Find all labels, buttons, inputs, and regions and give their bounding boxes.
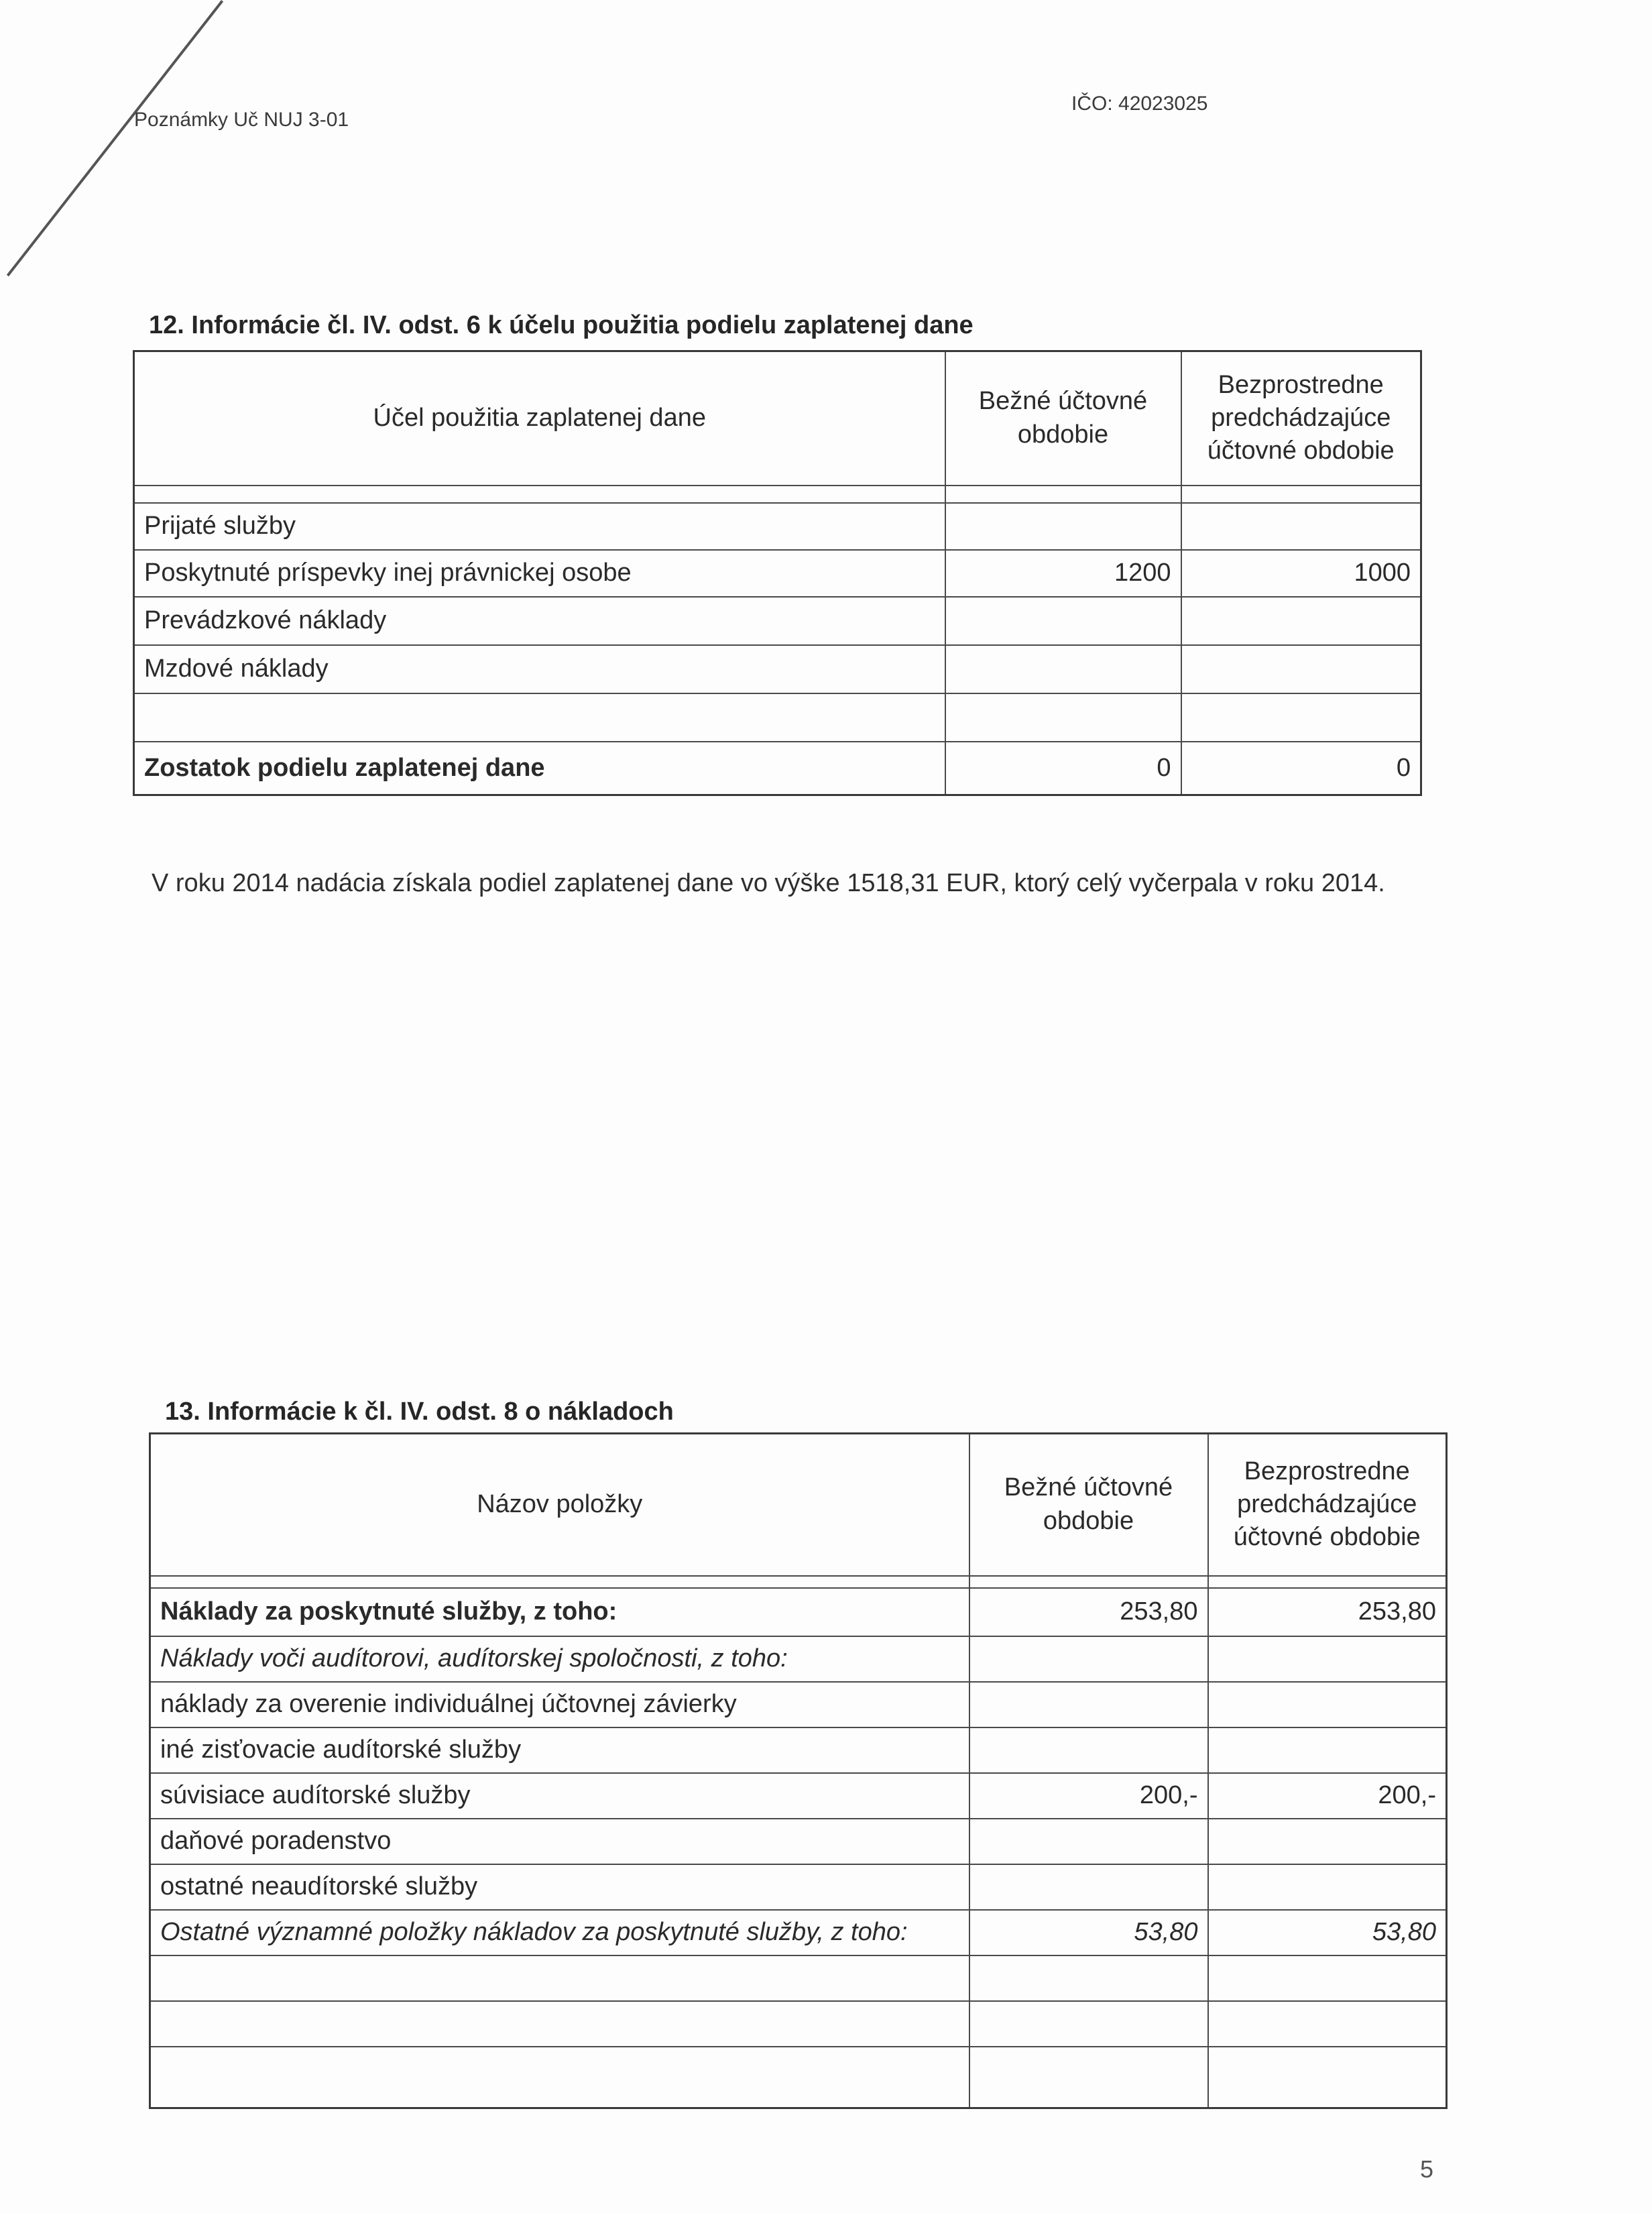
column-header-current-period: Bežné účtovné obdobie bbox=[945, 351, 1181, 486]
row-previous-value: 200,- bbox=[1208, 1773, 1447, 1819]
row-previous-value bbox=[1181, 693, 1421, 742]
table-row bbox=[150, 1588, 1447, 1636]
row-current-value: 1200 bbox=[945, 550, 1181, 597]
table-header-row bbox=[134, 351, 1421, 486]
row-previous-value bbox=[1181, 597, 1421, 645]
row-label: Mzdové náklady bbox=[134, 645, 945, 693]
row-label: Ostatné významné položky nákladov za poskytnuté služby, z toho: bbox=[150, 1910, 969, 1955]
table-row bbox=[134, 503, 1421, 550]
costs-table bbox=[149, 1432, 1448, 2109]
row-previous-value bbox=[1181, 645, 1421, 693]
row-current-value: 0 bbox=[945, 742, 1181, 795]
row-label bbox=[134, 693, 945, 742]
column-header-previous-period: Bezprostredne predchádzajúce účtovné obdobie bbox=[1208, 1434, 1447, 1576]
row-previous-value: 1000 bbox=[1181, 550, 1421, 597]
row-label: iné zisťovacie audítorské služby bbox=[150, 1727, 969, 1773]
table-row bbox=[150, 2001, 1447, 2047]
row-label: Náklady za poskytnuté služby, z toho: bbox=[150, 1588, 969, 1636]
table-row bbox=[134, 645, 1421, 693]
column-header-current-period: Bežné účtovné obdobie bbox=[969, 1434, 1208, 1576]
column-header-purpose: Účel použitia zaplatenej dane bbox=[134, 351, 945, 486]
row-current-value bbox=[969, 1636, 1208, 1682]
row-label bbox=[150, 2001, 969, 2047]
row-current-value bbox=[969, 1819, 1208, 1864]
row-label: daňové poradenstvo bbox=[150, 1819, 969, 1864]
row-current-value bbox=[969, 1682, 1208, 1727]
row-previous-value: 253,80 bbox=[1208, 1588, 1447, 1636]
row-current-value bbox=[945, 503, 1181, 550]
row-previous-value bbox=[1208, 1682, 1447, 1727]
row-current-value bbox=[969, 1727, 1208, 1773]
spacer-row bbox=[134, 486, 1421, 503]
column-header-item-name: Názov položky bbox=[150, 1434, 969, 1576]
row-previous-value bbox=[1208, 2047, 1447, 2108]
row-current-value: 200,- bbox=[969, 1773, 1208, 1819]
row-previous-value bbox=[1208, 1819, 1447, 1864]
row-current-value bbox=[945, 597, 1181, 645]
table-row bbox=[150, 1955, 1447, 2001]
section-13-title: 13. Informácie k čl. IV. odst. 8 o nákladoch bbox=[165, 1398, 674, 1426]
row-label: náklady za overenie individuálnej účtovnej závierky bbox=[150, 1682, 969, 1727]
row-label bbox=[150, 1955, 969, 2001]
row-previous-value bbox=[1208, 1636, 1447, 1682]
table-row bbox=[150, 1910, 1447, 1955]
row-current-value bbox=[969, 2047, 1208, 2108]
page-number: 5 bbox=[1420, 2155, 1434, 2183]
row-label: Zostatok podielu zaplatenej dane bbox=[134, 742, 945, 795]
table-row bbox=[150, 1682, 1447, 1727]
table-row-total bbox=[134, 742, 1421, 795]
row-previous-value bbox=[1208, 1727, 1447, 1773]
table-row bbox=[150, 1773, 1447, 1819]
doc-header-ico: IČO: 42023025 bbox=[1071, 93, 1208, 115]
spacer-row bbox=[150, 1576, 1447, 1588]
row-previous-value: 53,80 bbox=[1208, 1910, 1447, 1955]
row-current-value bbox=[969, 1955, 1208, 2001]
table-row bbox=[150, 1819, 1447, 1864]
section-12-title: 12. Informácie čl. IV. odst. 6 k účelu použitia podielu zaplatenej dane bbox=[149, 311, 973, 339]
row-label: ostatné neaudítorské služby bbox=[150, 1864, 969, 1910]
row-current-value: 53,80 bbox=[969, 1910, 1208, 1955]
table-row bbox=[134, 693, 1421, 742]
row-previous-value: 0 bbox=[1181, 742, 1421, 795]
tax-usage-table bbox=[133, 350, 1422, 796]
row-label: Prijaté služby bbox=[134, 503, 945, 550]
row-current-value bbox=[945, 693, 1181, 742]
row-current-value bbox=[969, 2001, 1208, 2047]
doc-header-left: Poznámky Uč NUJ 3-01 bbox=[134, 109, 349, 131]
row-current-value: 253,80 bbox=[969, 1588, 1208, 1636]
row-label: Prevádzkové náklady bbox=[134, 597, 945, 645]
section-12-note: V roku 2014 nadácia získala podiel zaplatenej dane vo výške 1518,31 EUR, ktorý celý vyčerpala v roku 2014. bbox=[152, 869, 1385, 897]
row-label: súvisiace audítorské služby bbox=[150, 1773, 969, 1819]
row-previous-value bbox=[1181, 503, 1421, 550]
row-previous-value bbox=[1208, 2001, 1447, 2047]
row-current-value bbox=[945, 645, 1181, 693]
table-row bbox=[134, 550, 1421, 597]
table-row bbox=[150, 2047, 1447, 2108]
table-row bbox=[150, 1727, 1447, 1773]
table-row bbox=[134, 597, 1421, 645]
row-previous-value bbox=[1208, 1955, 1447, 2001]
row-label: Poskytnuté príspevky inej právnickej osobe bbox=[134, 550, 945, 597]
row-current-value bbox=[969, 1864, 1208, 1910]
column-header-previous-period: Bezprostredne predchádzajúce účtovné obdobie bbox=[1181, 351, 1421, 486]
table-row bbox=[150, 1636, 1447, 1682]
row-label bbox=[150, 2047, 969, 2108]
scan-corner-line bbox=[7, 0, 223, 276]
table-header-row bbox=[150, 1434, 1447, 1576]
row-previous-value bbox=[1208, 1864, 1447, 1910]
table-row bbox=[150, 1864, 1447, 1910]
row-label: Náklady voči audítorovi, audítorskej spoločnosti, z toho: bbox=[150, 1636, 969, 1682]
